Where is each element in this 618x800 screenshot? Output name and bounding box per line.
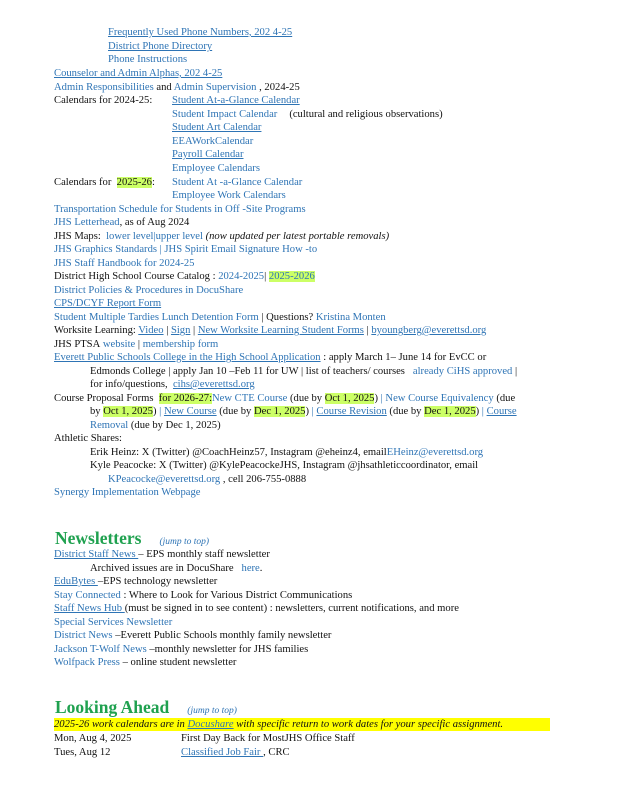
catalog-2025-link[interactable]: 2025-2026 bbox=[268, 271, 315, 282]
edubytes-desc: –EPS technology newsletter bbox=[97, 576, 218, 587]
sep: | bbox=[378, 393, 386, 404]
district-directory-link[interactable]: District Phone Directory bbox=[108, 41, 213, 52]
sep: | bbox=[479, 406, 487, 417]
cal-2526-item[interactable]: Employee Work Calendars bbox=[172, 190, 286, 201]
worksite-label: Worksite Learning: bbox=[54, 325, 139, 336]
course-equivalency-link[interactable]: New Course Equivalency bbox=[385, 393, 494, 404]
cal-2425-item[interactable]: Student Art Calendar bbox=[172, 122, 262, 133]
worksite-video-link[interactable]: Video bbox=[138, 325, 164, 336]
cihs-text: : apply March 1– June 14 for EvCC or bbox=[320, 352, 487, 363]
impact-note: (cultural and religious observations) bbox=[289, 109, 443, 120]
archived-text: Archived issues are in DocuShare bbox=[90, 563, 234, 574]
maps-label: JHS Maps: bbox=[54, 231, 101, 242]
phone-instructions-link[interactable]: Phone Instructions bbox=[108, 54, 188, 65]
due-text: (due bbox=[493, 393, 516, 404]
due-text: (due by bbox=[216, 406, 254, 417]
sep: | bbox=[309, 406, 317, 417]
newsletters-heading: Newsletters (jump to top) bbox=[55, 528, 210, 548]
colon: : bbox=[209, 271, 219, 282]
staff-handbook-link[interactable]: JHS Staff Handbook for 2024-25 bbox=[54, 258, 195, 269]
contact-name-link[interactable]: Kristina Monten bbox=[315, 312, 386, 323]
jackson-news-link[interactable]: Jackson T-Wolf News bbox=[54, 644, 147, 655]
athletic-label: Athletic Shares: bbox=[54, 433, 122, 444]
due-text: (due by bbox=[287, 393, 325, 404]
looking-ahead-heading: Looking Ahead (jump to top) bbox=[55, 697, 237, 717]
jump-to-top-link[interactable]: (jump to top) bbox=[159, 537, 210, 547]
due-text: by bbox=[90, 406, 104, 417]
kyle-email-link[interactable]: KPeacocke@everettsd.org bbox=[108, 474, 221, 485]
admin-sup-year: , 2024-25 bbox=[256, 82, 300, 93]
cal-2425-item[interactable]: Student At-a-Glance Calendar bbox=[172, 95, 300, 106]
freq-phone-link[interactable]: Frequently Used Phone Numbers, 202 4-25 bbox=[108, 27, 293, 38]
kyle-cell: , cell 206-755-0888 bbox=[220, 474, 307, 485]
kyle-info: Kyle Peacocke: X (Twitter) @KylePeacockeJHS, Instagram @jhsathleticcoordinator, email bbox=[90, 460, 479, 471]
erik-info: Erik Heinz: X (Twitter) @CoachHeinz57, Instagram @eheinz4, email bbox=[90, 447, 387, 458]
upper-level-link[interactable]: upper level bbox=[155, 231, 203, 242]
sep: | bbox=[135, 339, 141, 350]
stay-connected-link[interactable]: Stay Connected bbox=[54, 590, 121, 601]
paren: ) bbox=[475, 406, 480, 417]
jump-to-top-link[interactable]: (jump to top) bbox=[187, 706, 237, 716]
and-text: and bbox=[153, 82, 174, 93]
catalog-2024-link[interactable]: 2024-2025 bbox=[218, 271, 265, 282]
course-removal-link[interactable]: Removal bbox=[90, 420, 129, 431]
work-calendar-banner: 2025-26 work calendars are in Docushare with specific return to work dates for your specific assignment. bbox=[54, 718, 550, 731]
cal-2425-item[interactable]: Payroll Calendar bbox=[172, 149, 244, 160]
worksite-email-link[interactable]: byoungberg@everettsd.org bbox=[371, 325, 487, 336]
cps-report-link[interactable]: CPS/DCYF Report Form bbox=[54, 298, 162, 309]
stay-desc: : Where to Look for Various District Communications bbox=[120, 590, 353, 601]
counselor-alphas-link[interactable]: Counselor and Admin Alphas, 202 4-25 bbox=[54, 68, 223, 79]
graphics-standards-link[interactable]: JHS Graphics Standards bbox=[54, 244, 157, 255]
worksite-forms-link[interactable]: New Worksite Learning Student Forms bbox=[197, 325, 364, 336]
year-2627-highlight: for 2026-27: bbox=[158, 393, 213, 404]
event-date: Mon, Aug 4, 2025 bbox=[54, 733, 132, 744]
paren: ) bbox=[305, 406, 309, 417]
edubytes-link[interactable]: EduBytes bbox=[54, 576, 98, 587]
sep: | bbox=[190, 325, 198, 336]
period: . bbox=[259, 563, 263, 574]
questions-text: | Questions? bbox=[258, 312, 316, 323]
cihs-text: Edmonds College | apply Jan 10 –Feb 11 for UW | list of teachers/ courses bbox=[90, 366, 405, 377]
due-date-highlight: Dec 1, 2025 bbox=[253, 406, 306, 417]
district-staff-news-link[interactable]: District Staff News bbox=[54, 549, 139, 560]
cihs-application-link[interactable]: Everett Public Schools College in the High School Application bbox=[54, 352, 321, 363]
cal-2425-item[interactable]: Employee Calendars bbox=[172, 163, 260, 174]
sep: | bbox=[153, 231, 156, 242]
admin-supervision-link[interactable]: Admin Supervision bbox=[173, 82, 257, 93]
paren: ) bbox=[374, 393, 378, 404]
archived-here-link[interactable]: here bbox=[241, 563, 260, 574]
catalog-label: District High School Course Catalog bbox=[54, 271, 210, 282]
removal-due-text: (due by Dec 1, 2025) bbox=[128, 420, 221, 431]
cihs-text: for info/questions, bbox=[90, 379, 171, 390]
event-date: Tues, Aug 12 bbox=[54, 747, 111, 758]
due-date-highlight: Oct 1, 2025 bbox=[324, 393, 375, 404]
staff-news-hub-link[interactable]: Staff News Hub bbox=[54, 603, 125, 614]
hub-desc: (must be signed in to see content) : newsletters, current notifications, and more bbox=[124, 603, 459, 614]
maps-note: (now updated per latest portable removals) bbox=[205, 231, 390, 242]
transport-link[interactable]: Transportation Schedule for Students in Off -Site Programs bbox=[54, 204, 306, 215]
new-course-link[interactable]: New Course bbox=[163, 406, 217, 417]
course-proposal-label: Course Proposal Forms bbox=[54, 393, 154, 404]
due-text: (due by bbox=[386, 406, 425, 417]
wolfpack-desc: – online student newsletter bbox=[119, 657, 237, 668]
jackson-desc: –monthly newsletter for JHS families bbox=[146, 644, 309, 655]
cal-2526-item[interactable]: Student At -a-Glance Calendar bbox=[172, 177, 303, 188]
sep: | bbox=[363, 325, 372, 336]
ptsa-membership-link[interactable]: membership form bbox=[142, 339, 219, 350]
staff-news-desc: – EPS monthly staff newsletter bbox=[138, 549, 270, 560]
year-2526-highlight: 2025-26 bbox=[116, 177, 152, 188]
due-date-highlight: Oct 1, 2025 bbox=[103, 406, 153, 417]
event-location: , CRC bbox=[263, 747, 290, 758]
lower-level-link[interactable]: lower level bbox=[106, 231, 154, 242]
new-cte-link[interactable]: New CTE Course bbox=[212, 393, 288, 404]
ptsa-label: JHS PTSA bbox=[54, 339, 101, 350]
synergy-link[interactable]: Synergy Implementation Webpage bbox=[54, 487, 201, 498]
policies-link[interactable]: District Policies & Procedures in DocuShare bbox=[54, 285, 244, 296]
job-fair-link[interactable]: Classified Job Fair bbox=[181, 747, 264, 758]
due-date-highlight: Dec 1, 2025 bbox=[424, 406, 476, 417]
tardies-form-link[interactable]: Student Multiple Tardies Lunch Detention Form bbox=[54, 312, 259, 323]
sep: | bbox=[156, 406, 164, 417]
sep: | bbox=[264, 271, 267, 282]
cal-2425-item[interactable]: EEAWorkCalendar bbox=[172, 136, 254, 147]
erik-email-link[interactable]: EHeinz@everettsd.org bbox=[386, 447, 484, 458]
calendars-2526-label: Calendars for bbox=[54, 177, 112, 188]
letterhead-link[interactable]: JHS Letterhead bbox=[54, 217, 120, 228]
event-name: First Day Back for MostJHS Office Staff bbox=[181, 733, 355, 744]
cihs-email-link[interactable]: cihs@everettsd.org bbox=[172, 379, 255, 390]
course-revision-link[interactable]: Course Revision bbox=[316, 406, 387, 417]
sep: | bbox=[163, 325, 171, 336]
district-news-desc: –Everett Public Schools monthly family newsletter bbox=[112, 630, 332, 641]
cal-2425-item[interactable]: Student Impact Calendar bbox=[172, 109, 278, 120]
wolfpack-press-link[interactable]: Wolfpack Press bbox=[54, 657, 120, 668]
calendars-2425-label: Calendars for 2024-25: bbox=[54, 95, 153, 106]
letterhead-text: , as of Aug 2024 bbox=[119, 217, 190, 228]
special-services-link[interactable]: Special Services Newsletter bbox=[54, 617, 173, 628]
worksite-sign-link[interactable]: Sign bbox=[170, 325, 191, 336]
cihs-approved-link[interactable]: already CiHS approved bbox=[412, 366, 513, 377]
district-news-link[interactable]: District News bbox=[54, 630, 113, 641]
admin-responsibilities-link[interactable]: Admin Responsibilities bbox=[54, 82, 154, 93]
sep: | bbox=[156, 244, 162, 255]
ptsa-website-link[interactable]: website bbox=[102, 339, 136, 350]
sep: | bbox=[512, 366, 518, 377]
email-signature-link[interactable]: JHS Spirit Email Signature How -to bbox=[164, 244, 318, 255]
paren: ) bbox=[152, 406, 157, 417]
colon: : bbox=[151, 177, 155, 188]
course-removal-link[interactable]: Course bbox=[486, 406, 517, 417]
docushare-link[interactable]: Docushare bbox=[187, 719, 234, 730]
